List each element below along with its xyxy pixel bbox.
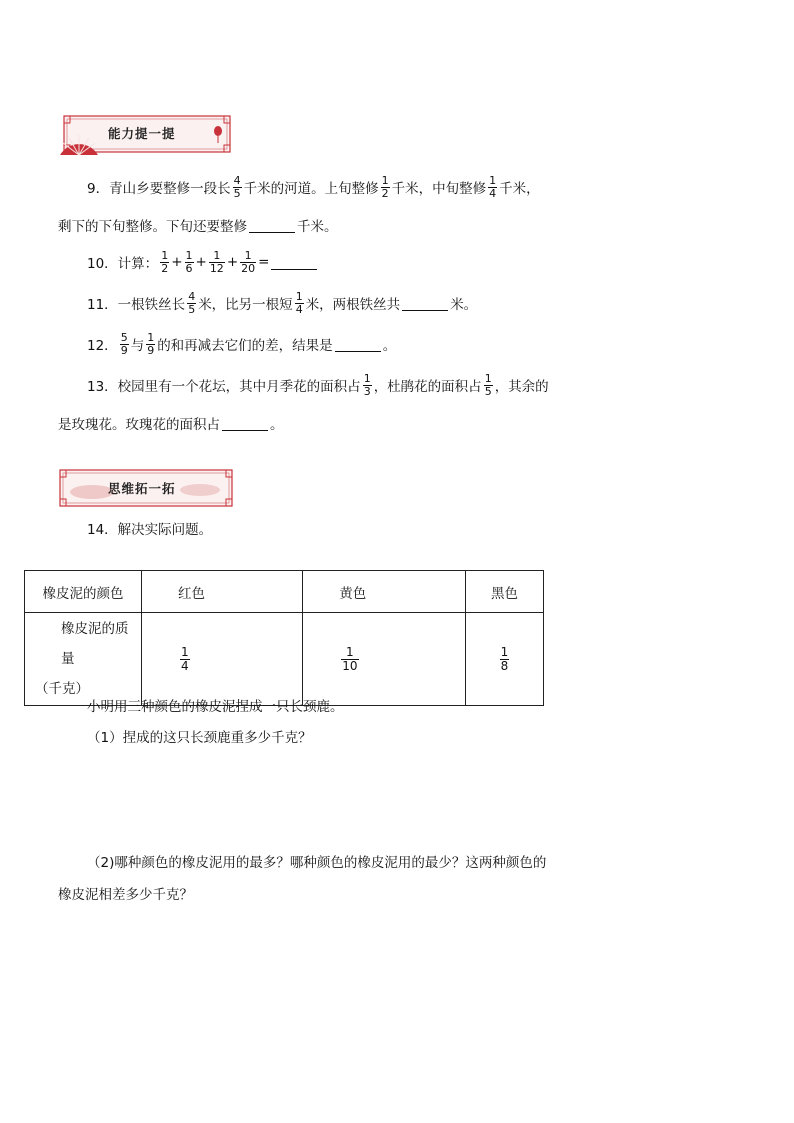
banner-title: 能力提一提 (108, 126, 176, 141)
fraction: $\frac{1}{6}$ (185, 248, 193, 275)
question-13-line-2 (58, 408, 284, 438)
q9-text: 千米。 (297, 219, 338, 235)
plus-sign: + (226, 254, 239, 270)
q12-text: 与 (130, 338, 145, 354)
q13-text: ，其余的 (494, 379, 549, 395)
table-header-cell: 黑色 (465, 571, 543, 613)
question-10 (87, 247, 319, 277)
question-14-title: 14．解决实际问题。 (87, 522, 213, 538)
question-12 (87, 329, 396, 359)
answer-blank[interactable] (222, 416, 268, 431)
q9-text: 9．青山乡要整修一段长 (87, 181, 231, 197)
q9-text: 千米，中旬整修 (391, 181, 487, 197)
q12-text: 。 (382, 338, 397, 354)
q14-sub-question-2-line-2: 橡皮泥相差多少千克？ (58, 887, 193, 903)
fraction: $\frac{1}{2}$ (161, 248, 169, 275)
q10-text: 10．计算： (87, 256, 159, 272)
q13-text: ，杜鹃花的面积占 (373, 379, 482, 395)
table-header-cell: 红色 (142, 571, 303, 613)
equals-sign: = (258, 254, 270, 270)
q11-text: 米，两根铁丝共 (305, 297, 401, 313)
q9-text: 剩下的下旬整修。下旬还要整修 (58, 219, 247, 235)
table-header-cell: 黄色 (303, 571, 466, 613)
section-banner-thinking (58, 468, 234, 506)
answer-blank[interactable] (271, 255, 317, 270)
q11-text: 米，比另一根短 (198, 297, 293, 313)
q14-sub-question-2-line-1: （2)哪种颜色的橡皮泥用的最多？哪种颜色的橡皮泥用的最少？这两种颜色的 (87, 855, 547, 871)
table-row-label (25, 613, 142, 706)
fraction: $\frac{1}{8}$ (500, 644, 509, 673)
q12-text: 12． (87, 338, 118, 354)
question-13-line-1 (87, 370, 549, 400)
fraction: $\frac{1}{10}$ (342, 644, 358, 673)
fraction: $\frac{1}{12}$ (209, 248, 224, 275)
question-9-line-2 (58, 210, 338, 240)
table-row (25, 613, 544, 706)
fraction: $\frac{1}{4}$ (489, 173, 497, 200)
row-label-line: 橡皮泥的质量 (61, 621, 129, 667)
banner-title: 思维拓一拓 (108, 481, 176, 496)
fraction: $\frac{4}{5}$ (233, 173, 241, 200)
section-banner-ability (58, 113, 234, 151)
clay-mass-table (24, 570, 544, 706)
q13-text: 。 (270, 417, 284, 433)
table-header-cell: 橡皮泥的颜色 (25, 571, 142, 613)
fraction: $\frac{4}{5}$ (188, 289, 196, 316)
answer-blank[interactable] (402, 296, 448, 311)
fraction: $\frac{5}{9}$ (120, 330, 128, 357)
question-11 (87, 288, 477, 318)
question-9-line-1 (87, 172, 540, 202)
fraction: $\frac{1}{3}$ (363, 371, 371, 398)
fraction: $\frac{1}{20}$ (241, 248, 256, 275)
q9-text: 千米的河道。上旬整修 (243, 181, 379, 197)
q13-text: 13．校园里有一个花坛，其中月季花的面积占 (87, 379, 361, 395)
q9-text: 千米， (499, 181, 540, 197)
answer-blank[interactable] (335, 337, 381, 352)
q13-text: 是玫瑰花。玫瑰花的面积占 (58, 417, 220, 433)
q14-sub-question-1: （1）捏成的这只长颈鹿重多少千克？ (87, 730, 312, 746)
fraction: $\frac{1}{4}$ (181, 644, 189, 673)
table-row (25, 571, 544, 613)
plus-sign: + (195, 254, 207, 270)
fraction: $\frac{1}{2}$ (381, 173, 389, 200)
answer-blank[interactable] (249, 218, 295, 233)
table-cell (142, 613, 303, 706)
fraction: $\frac{1}{5}$ (484, 371, 492, 398)
table-cell (303, 613, 466, 706)
q14-statement: 小明用三种颜色的橡皮泥捏成一只长颈鹿。 (87, 699, 344, 715)
fraction: $\frac{1}{4}$ (295, 289, 303, 316)
q11-text: 11．一根铁丝长 (87, 297, 186, 313)
table-cell (465, 613, 543, 706)
fraction: $\frac{1}{9}$ (147, 330, 155, 357)
q11-text: 米。 (450, 297, 478, 313)
row-label-line: （千克） (35, 681, 89, 697)
q12-text: 的和再减去它们的差，结果是 (157, 338, 333, 354)
plus-sign: + (171, 254, 183, 270)
